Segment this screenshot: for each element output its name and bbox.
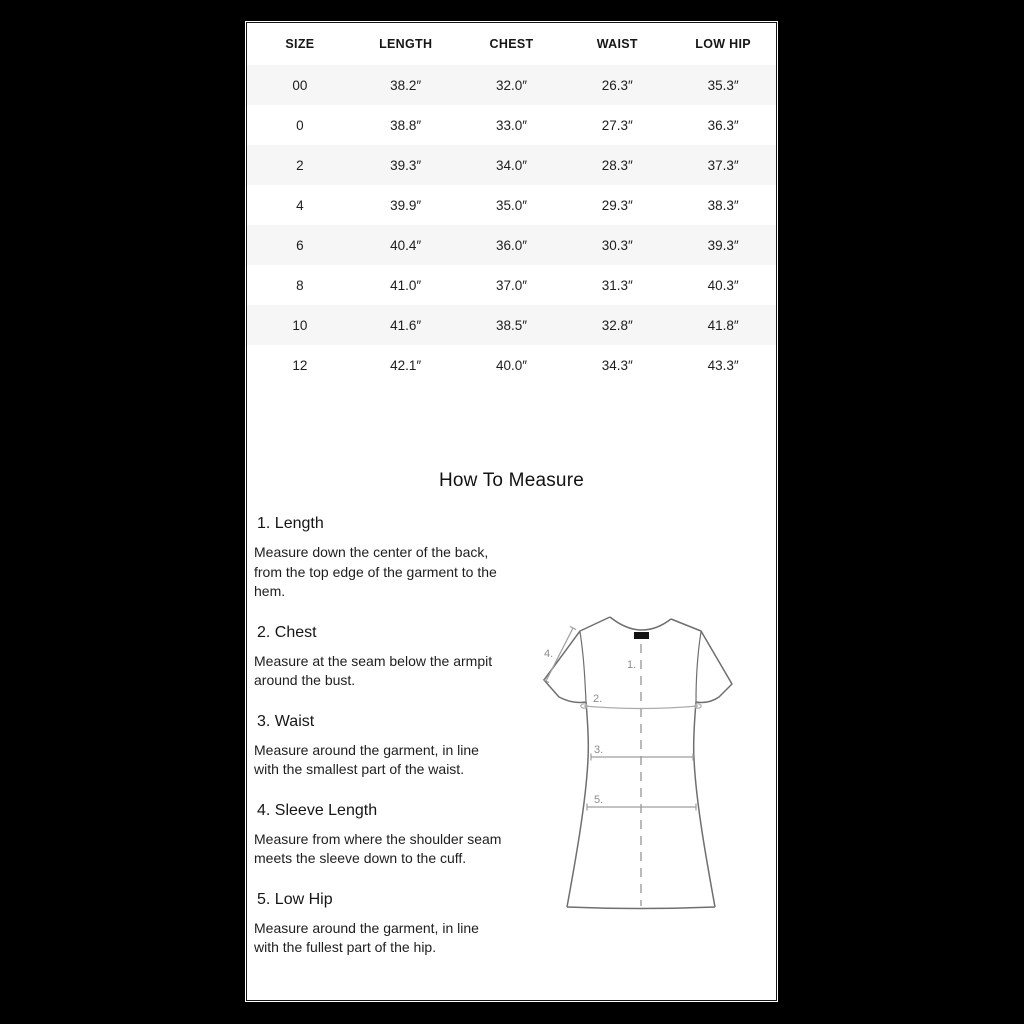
garment-diagram bbox=[539, 611, 737, 913]
left-armhole-seam bbox=[580, 632, 586, 702]
step-description: Measure around the garment, in line with the smallest part of the waist. bbox=[254, 741, 479, 777]
size-cell: 10 bbox=[292, 317, 308, 333]
right-armhole-seam bbox=[696, 632, 701, 702]
neck-tag bbox=[634, 632, 649, 639]
measurement-cell: 43.3″ bbox=[707, 357, 739, 373]
dress-diagram-icon bbox=[539, 611, 737, 913]
measurement-cell: 40.3″ bbox=[707, 277, 739, 293]
measurement-cell: 42.1″ bbox=[390, 357, 422, 373]
diagram-label-length: 1. bbox=[627, 659, 637, 671]
measurement-cell: 39.3″ bbox=[390, 157, 422, 173]
left-side-path bbox=[544, 617, 610, 907]
measurement-cell: 36.3″ bbox=[707, 117, 739, 133]
table-row bbox=[247, 65, 776, 105]
table-row bbox=[247, 185, 776, 225]
measure-step bbox=[254, 514, 506, 602]
column-header: LOW HIP bbox=[695, 37, 751, 51]
measurement-cell: 32.8″ bbox=[601, 317, 633, 333]
measurement-cell: 39.9″ bbox=[390, 197, 422, 213]
measurement-cell: 30.3″ bbox=[601, 237, 633, 253]
size-chart-body bbox=[247, 65, 776, 385]
diagram-label-sleeve: 4. bbox=[544, 648, 554, 660]
measurement-cell: 38.2″ bbox=[390, 77, 422, 93]
measurement-cell: 32.0″ bbox=[495, 77, 528, 93]
measurement-cell: 36.0″ bbox=[495, 237, 528, 253]
measurement-cell: 39.3″ bbox=[707, 237, 739, 253]
measurement-cell: 41.6″ bbox=[390, 317, 422, 333]
measurement-cell: 40.0″ bbox=[495, 357, 528, 373]
size-table-header-row bbox=[247, 23, 776, 65]
diagram-label-low-hip: 5. bbox=[594, 794, 604, 806]
size-cell: 00 bbox=[292, 77, 308, 93]
size-cell: 12 bbox=[292, 357, 308, 373]
size-cell: 4 bbox=[296, 197, 304, 213]
step-heading: 4. Sleeve Length bbox=[257, 801, 378, 819]
waist-measure-line bbox=[591, 754, 693, 761]
neckline-path bbox=[610, 617, 671, 630]
measurement-cell: 27.3″ bbox=[601, 117, 633, 133]
measurement-cell: 33.0″ bbox=[495, 117, 528, 133]
table-row bbox=[247, 105, 776, 145]
size-cell: 0 bbox=[296, 117, 304, 133]
hem-path bbox=[567, 907, 715, 909]
measurement-cell: 31.3″ bbox=[601, 277, 633, 293]
measurement-cell: 37.3″ bbox=[707, 157, 739, 173]
step-heading: 1. Length bbox=[257, 515, 324, 532]
column-header: SIZE bbox=[285, 37, 315, 51]
measurement-cell: 41.8″ bbox=[707, 317, 739, 333]
diagram-label-waist: 3. bbox=[594, 744, 604, 756]
measurement-cell: 34.0″ bbox=[495, 157, 528, 173]
step-description: Measure around the garment, in line with the fullest part of the hip. bbox=[254, 919, 479, 955]
measurement-cell: 28.3″ bbox=[601, 157, 633, 173]
measurement-cell: 35.0″ bbox=[495, 197, 528, 213]
size-cell: 6 bbox=[296, 237, 304, 253]
column-header: CHEST bbox=[489, 37, 534, 51]
table-row bbox=[247, 225, 776, 265]
size-cell: 2 bbox=[296, 157, 304, 173]
measurement-cell: 26.3″ bbox=[601, 77, 633, 93]
size-chart-header bbox=[247, 23, 776, 65]
measurement-cell: 38.8″ bbox=[390, 117, 422, 133]
how-to-measure-title: How To Measure bbox=[438, 470, 584, 491]
table-row bbox=[247, 145, 776, 185]
measurement-cell: 34.3″ bbox=[601, 357, 633, 373]
measurement-cell: 37.0″ bbox=[495, 277, 528, 293]
column-header: LENGTH bbox=[379, 37, 433, 51]
column-header: WAIST bbox=[596, 37, 638, 51]
measurement-cell: 38.3″ bbox=[707, 197, 739, 213]
measurement-cell: 40.4″ bbox=[390, 237, 422, 253]
measure-step bbox=[254, 623, 506, 691]
step-description: Measure from where the shoulder seam meets the sleeve down to the cuff. bbox=[254, 830, 502, 866]
step-description: Measure at the seam below the armpit around the bust. bbox=[254, 652, 493, 688]
step-description: Measure down the center of the back, from the top edge of the garment to the hem. bbox=[254, 544, 497, 599]
measure-steps-list bbox=[254, 514, 506, 958]
size-cell: 8 bbox=[296, 277, 304, 293]
measure-step bbox=[254, 890, 506, 958]
step-heading: 3. Waist bbox=[257, 712, 315, 730]
size-chart-table bbox=[247, 23, 776, 385]
step-heading: 5. Low Hip bbox=[257, 890, 333, 908]
measurement-cell: 38.5″ bbox=[495, 317, 528, 333]
size-guide-panel bbox=[246, 22, 777, 1001]
step-heading: 2. Chest bbox=[257, 623, 317, 641]
table-row bbox=[247, 265, 776, 305]
right-side-path bbox=[671, 619, 732, 907]
measurement-cell: 41.0″ bbox=[390, 277, 422, 293]
garment-outline bbox=[544, 617, 732, 909]
table-row bbox=[247, 345, 776, 385]
measurement-cell: 35.3″ bbox=[707, 77, 739, 93]
table-row bbox=[247, 305, 776, 345]
diagram-label-chest: 2. bbox=[593, 693, 603, 705]
measure-step bbox=[254, 712, 506, 780]
measure-step bbox=[254, 801, 506, 869]
measurement-cell: 29.3″ bbox=[601, 197, 633, 213]
